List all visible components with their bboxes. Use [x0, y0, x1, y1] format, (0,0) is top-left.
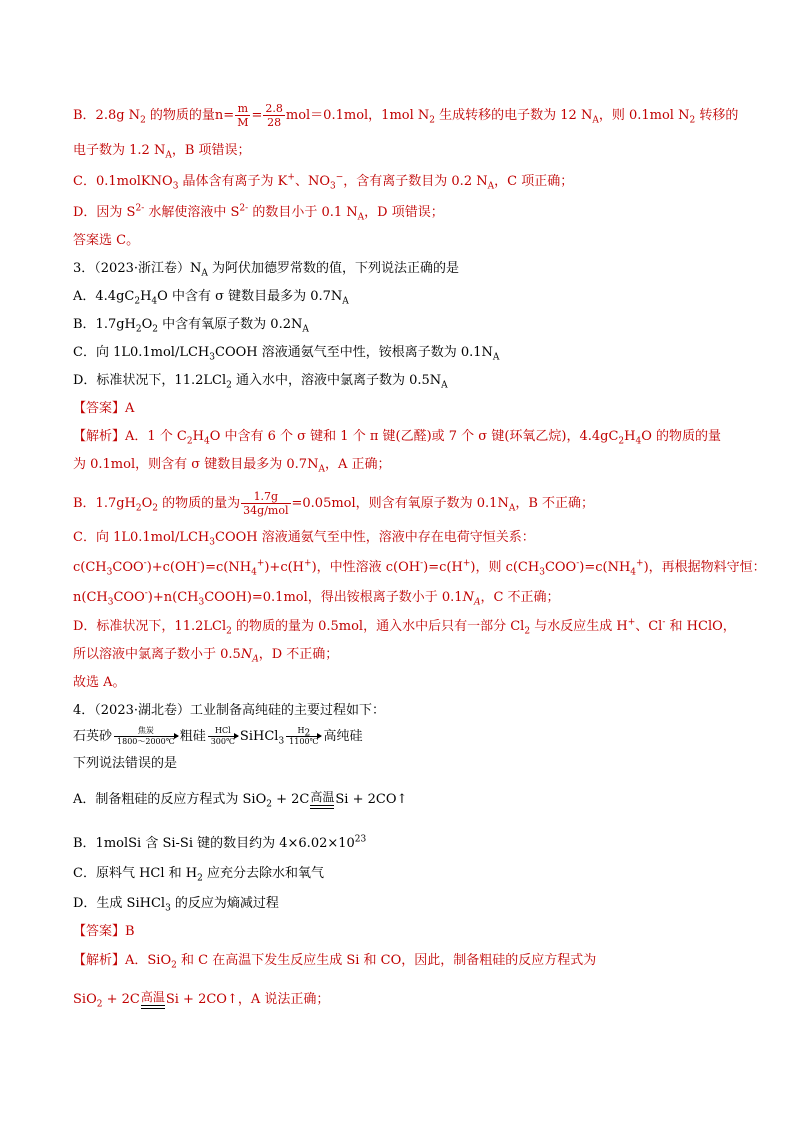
- text-line-l7: A．$4.4gC_2H_4O$ 中含有 σ 键数目最多为 $0.7N_A$: [73, 289, 349, 307]
- text-line-l3: C．0.1molKNO$_3$ 晶体含有离子为 K+、$NO_3^-$，含有离子数目为 0.2 $N_A$，C 项正确；: [73, 172, 574, 192]
- text-line-l5: 答案选 C。: [73, 233, 140, 248]
- text-line-l28: 【答案】B: [73, 924, 135, 939]
- text-line-l11: 【答案】A: [73, 401, 135, 416]
- text-line-l25: B．1molSi 含 Si-Si 键的数目约为 $4\times 6.02\times 10^{23}$: [73, 834, 367, 851]
- text-line-l21: 4．（2023·湖北卷）工业制备高纯硅的主要过程如下：: [73, 703, 385, 718]
- text-line-l22: 石英砂 焦炭 1800～2000℃ 粗硅 HCl 300℃ SiHCl$_3$ $\frac{H_2}{1100℃}$ 高纯硅: [73, 726, 363, 747]
- text-line-l10: D．标准状况下，11.2LCl$_2$ 通入水中，溶液中氯离子数为 $0.5N_A$: [73, 373, 448, 391]
- text-line-l2: 电子数为 1.2 $N_A$，B 项错误；: [73, 143, 251, 161]
- text-line-l13: 为 0.1mol，则含有 σ 键数目最多为 $0.7N_A$，A 正确；: [73, 457, 391, 475]
- text-line-l12: 【解析】A．1 个 $C_2H_4O$ 中含有 6 个 σ 键和 1 个 π 键(乙醛)或 7 个 σ 键(环氧乙烷)，$4.4gC_2H_4O$ 的物质的量: [73, 429, 722, 447]
- text-line-l27: D．生成 SiHCl$_3$ 的反应为熵减过程: [73, 896, 279, 914]
- text-line-l24: A．制备粗硅的反应方程式为 SiO$_2$ + 2C 高温 Si + 2CO↑: [73, 789, 408, 810]
- text-line-l15: C．向 $1L0.1mol/LCH_3COOH$ 溶液通氨气至中性，溶液中存在电荷守恒关系：: [73, 530, 535, 548]
- text-line-l26: C．原料气 HCl 和 $H_2$ 应充分去除水和氧气: [73, 866, 324, 884]
- text-line-l1: B．2.8g $N_2$ 的物质的量n= $\frac{m}{M}$ = $\frac{2.8}{28}$ mol＝0.1mol，1mol $N_2$ 生成转移的电子数为 12 $N_A$，则 0.1mol $N_2$ 转移的: [73, 102, 739, 129]
- text-line-l8: B．$1.7gH_2O_2$ 中含有氧原子数为 $0.2N_A$: [73, 317, 309, 335]
- text-line-l18: D．标准状况下，11.2LCl$_2$ 的物质的量为 0.5mol，通入水中后只有一部分 $Cl_2$ 与水反应生成 H+、Cl- 和 HClO，: [73, 617, 736, 637]
- text-line-l4: D．因为 $S^{2-}$ 水解使溶液中 $S^{2-}$ 的数目小于 0.1 $N_A$，D 项错误；: [73, 203, 444, 223]
- text-line-l23: 下列说法错误的是: [73, 756, 178, 771]
- text-line-l6: 3．（2023·浙江卷）$N_A$ 为阿伏加德罗常数的值，下列说法正确的是: [73, 261, 460, 279]
- text-line-l30: SiO$_2$ + 2C 高温 Si + 2CO↑，A 说法正确；: [73, 989, 330, 1010]
- text-line-l20: 故选 A。: [73, 675, 126, 690]
- text-line-l14: B．$1.7gH_2O_2$ 的物质的量为 $\frac{1.7g}{\text{34g/mol}}$ =0.05mol，则含有氧原子数为 $0.1N_A$，B 不正确；: [73, 490, 595, 517]
- text-line-l16: $c(CH_3COO^-)+c(OH^-)=c(NH_4^+)+c(H^+)$，中性溶液 c(OH-)=c(H+)，则 $c(CH_3COO^-)=c(NH_4^+)$，再根据物料守恒：: [73, 558, 766, 578]
- text-line-l29: 【解析】A．SiO$_2$ 和 C 在高温下发生反应生成 Si 和 CO，因此，制备粗硅的反应方程式为: [73, 953, 597, 971]
- text-line-l9: C．向 $1L0.1mol/LCH_3COOH$ 溶液通氨气至中性，铵根离子数为 $0.1N_A$: [73, 345, 500, 363]
- text-line-l19: 所以溶液中氯离子数小于 $0.5N_A$，D 不正确；: [73, 647, 339, 665]
- text-line-l17: $n(CH_3COO^-)+n(CH_3COOH)=0.1mol$，得出铵根离子数小于 $0.1N_A$，C 不正确；: [73, 588, 560, 608]
